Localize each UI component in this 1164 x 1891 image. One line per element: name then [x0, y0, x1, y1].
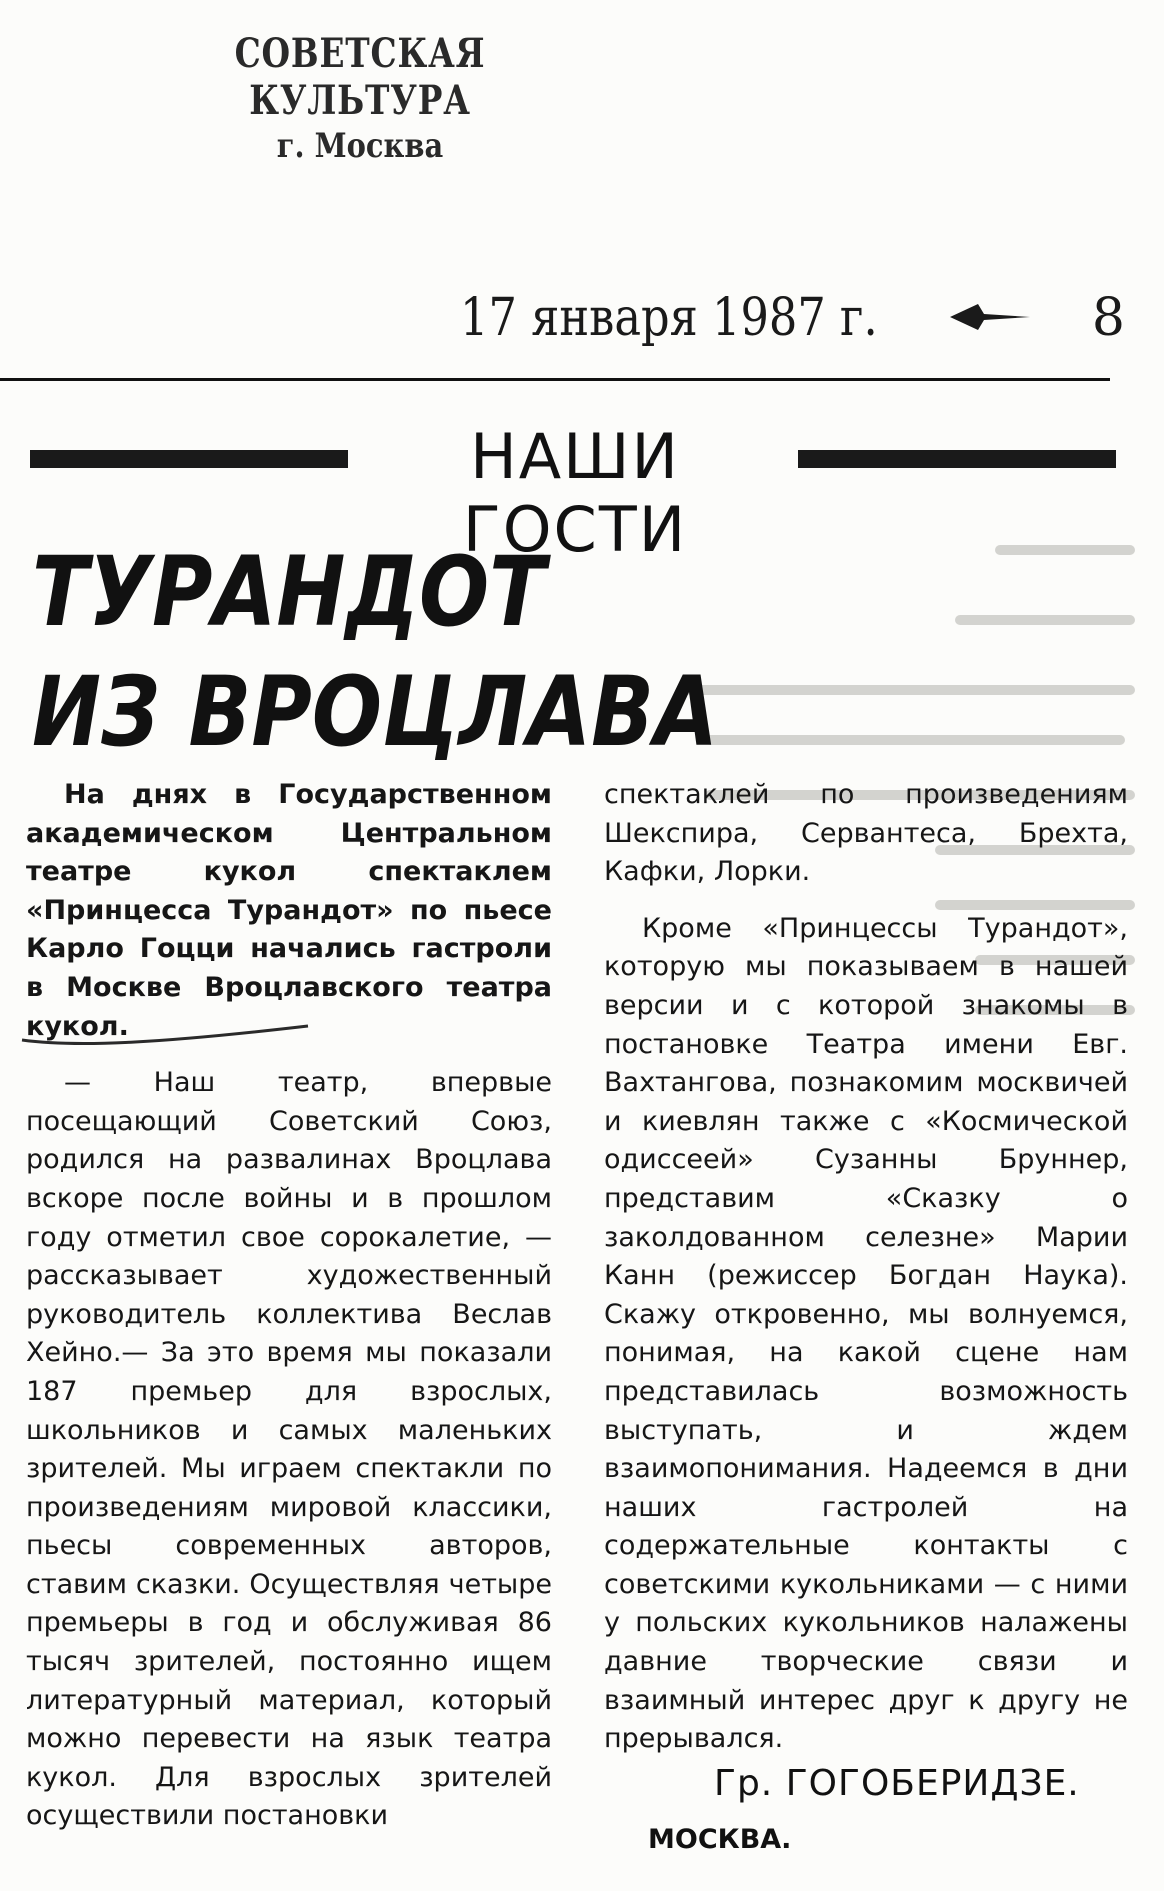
- header-rule: [0, 378, 1110, 381]
- rubric-bar-left: [30, 450, 348, 468]
- article-column-left: [26, 776, 552, 1836]
- dateline: [460, 288, 1125, 348]
- rubric-label: НАШИ ГОСТИ: [462, 420, 688, 566]
- diamond-arrow-icon: [948, 300, 1032, 334]
- rubric-bar-right: [798, 450, 1116, 468]
- article-column-right: [604, 776, 1128, 1759]
- headline-line-2: ИЗ ВРОЦЛАВА: [32, 656, 718, 768]
- pen-underline-mark: [20, 1012, 310, 1052]
- article-city: МОСКВА.: [648, 1824, 792, 1855]
- article-lead: На днях в Государственном академическом Центральном театре кукол спектаклем «Принцесса Турандот» по пьесе Карло Гоцци начались гастроли в Москве Вроцлавского театра кукол.: [26, 779, 552, 1042]
- stamp-title: СОВЕТСКАЯ КУЛЬТУРА: [234, 30, 486, 124]
- article-body-left: — Наш театр, впервые посещающий Советский Союз, родился на развалинах Вроцлава вскоре после войны и в прошлом году отметил свое сорокалетие, — рассказывает художественный руководитель коллектива Веслав Хейно.— За это время мы показали 187 премьер для взрослых, школьников и самых маленьких зрителей. Мы играем спектакли по произведениям мировой классики, пьесы современных авторов, ставим сказки. Осуществляя четыре премьеры в год и обслуживая 86 тысяч зрителей, постоянно ищем литературный материал, который можно перевести на язык театра кукол. Для взрослых зрителей осуществили постановки: [26, 1067, 552, 1832]
- article-author: Гр. ГОГОБЕРИДЗЕ.: [714, 1763, 1080, 1804]
- rubric-banner: [30, 420, 1116, 566]
- newspaper-stamp: [150, 30, 570, 166]
- article-body-right-1: спектаклей по произведениям Шекспира, Сервантеса, Брехта, Кафки, Лорки.: [604, 779, 1128, 888]
- headline-line-1: ТУРАНДОТ: [32, 536, 546, 648]
- article-body-right-2: Кроме «Принцессы Турандот», которую мы показываем в нашей версии и с которой знакомы в постановке Театра имени Евг. Вахтангова, познакомим москвичей и киевлян также с «Космической одиссеей» Сузанны Бруннер, представим «Сказку о заколдованном селезне» Марии Канн (режиссер Богдан Наука). Скажу откровенно, мы волнуемся, понимая, на какой сцене нам представилась возможность выступать, и ждем взаимопонимания. Надеемся в дни наших гастролей на содержательные контакты с советскими кукольниками — с ними у польских кукольников налажены давние творческие связи и взаимный интерес друг к другу не прерывался.: [604, 912, 1128, 1755]
- issue-date: 17 января 1987 г.: [460, 288, 878, 348]
- page-number: 8: [1091, 288, 1125, 348]
- stamp-city: г. Москва: [276, 126, 444, 166]
- article-headline: [32, 532, 830, 772]
